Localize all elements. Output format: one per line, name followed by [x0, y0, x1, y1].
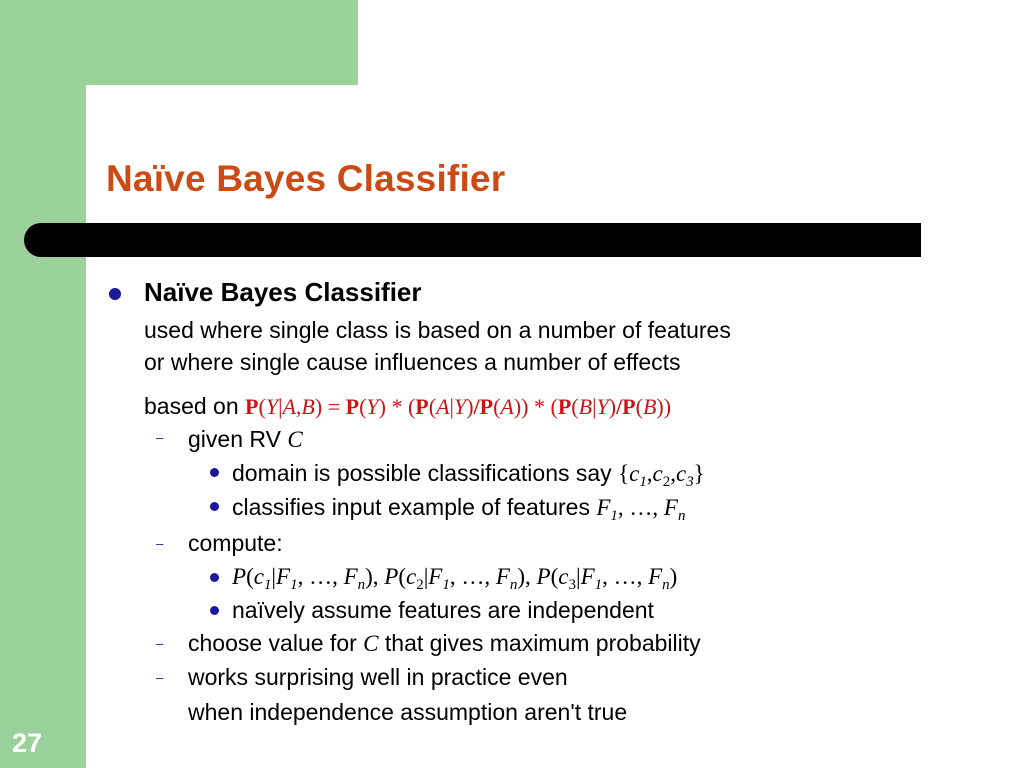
features-expr: $F_1$, …, $F_n$	[596, 495, 686, 524]
works-line-1: works surprising well in practice even	[188, 664, 568, 690]
dash-marker: –	[156, 636, 164, 651]
domain-line	[232, 459, 705, 488]
choose-pre: choose value for	[188, 630, 357, 656]
dash-marker: –	[156, 430, 164, 445]
given-rv-text: given RV	[188, 426, 281, 452]
classifies-text: classifies input example of features	[232, 494, 590, 520]
bullet-dot	[210, 502, 219, 511]
bullet-heading: Naïve Bayes Classifier	[144, 277, 422, 307]
naively-line: naïvely assume features are independent	[232, 597, 654, 623]
based-on-line	[144, 392, 671, 421]
green-top-band	[0, 0, 358, 85]
page-number: 27	[12, 728, 43, 758]
given-rv-symbol: C	[287, 427, 303, 452]
choose-line	[188, 629, 701, 658]
body-line-1: used where single class is based on a number of features	[144, 317, 731, 343]
bullet-dot	[210, 468, 219, 477]
classifies-line	[232, 493, 685, 522]
bullet-dot	[109, 288, 121, 300]
choose-post: that gives maximum probability	[384, 630, 701, 656]
bullet-dot	[210, 573, 219, 582]
title-underline-bar	[24, 223, 921, 257]
green-left-band	[0, 0, 86, 768]
dash-marker: –	[156, 536, 164, 551]
given-rv-line	[188, 425, 303, 454]
dash-marker: –	[156, 670, 164, 685]
based-on-label: based on	[144, 393, 239, 419]
body-line-2: or where single cause influences a number of effects	[144, 349, 681, 375]
choose-symbol: C	[363, 631, 379, 656]
domain-set: $\{c_1,c_2,c_3\}$	[618, 461, 705, 490]
slide-title: Naïve Bayes Classifier	[106, 158, 506, 199]
compute-expr: $P(c_1|F_1$, …, $F_n$), $P(c_2|F_1$, …, $F_n$), $P(c_3|F_1$, …, $F_n$)	[232, 564, 678, 593]
bullet-dot	[210, 606, 219, 615]
compute-line: compute:	[188, 530, 283, 556]
works-line-2: when independence assumption aren't true	[188, 699, 628, 725]
domain-text: domain is possible classifications say	[232, 460, 612, 486]
bayes-formula: P(Y|A,B) = P(Y) * (P(A|Y)/P(A)) * (P(B|Y)/P(B))	[245, 394, 672, 419]
